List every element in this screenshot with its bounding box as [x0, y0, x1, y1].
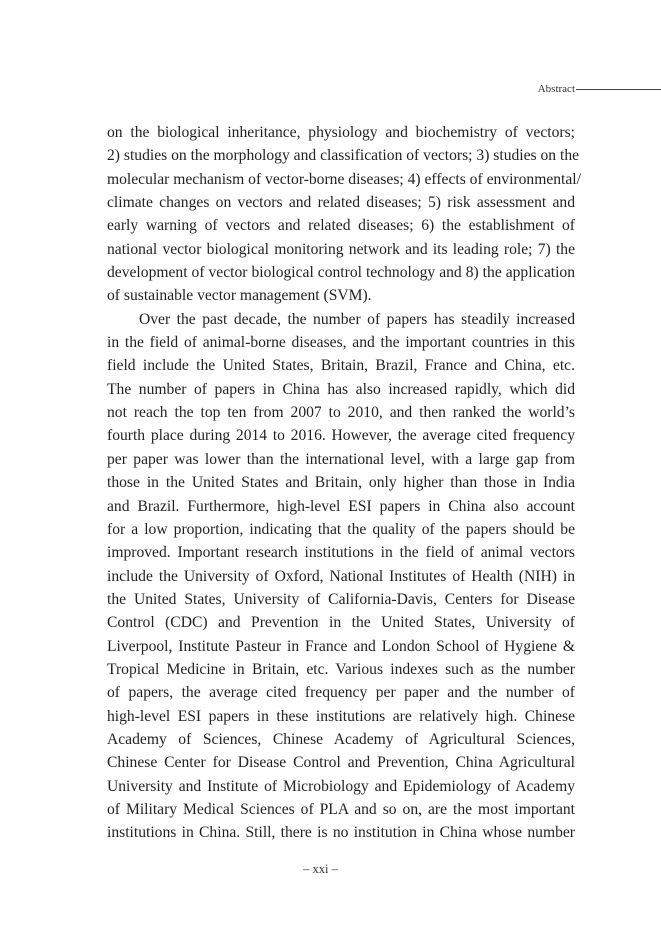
text-line: and Brazil. Furthermore, high-level ESI papers in China also account	[107, 497, 575, 515]
text-line: Control (CDC) and Prevention in the United States, University of	[107, 614, 575, 632]
text-line: the United States, University of California-Davis, Centers for Disease	[107, 590, 575, 608]
paragraph-2	[107, 308, 575, 845]
text-line: national vector biological monitoring network and its leading role; 7) the	[107, 240, 575, 258]
text-line: of sustainable vector management (SVM).	[107, 287, 372, 305]
text-line: The number of papers in China has also increased rapidly, which did	[107, 380, 575, 398]
text-line: University and Institute of Microbiology and Epidemiology of Academy	[107, 777, 575, 795]
text-line: Over the past decade, the number of papers has steadily increased	[139, 310, 575, 328]
text-line: of papers, the average cited frequency per paper and the number of	[107, 684, 575, 702]
text-line: early warning of vectors and related diseases; 6) the establishment of	[107, 217, 575, 235]
text-line: Academy of Sciences, Chinese Academy of Agricultural Sciences,	[107, 730, 575, 748]
page-number: – xxi –	[303, 862, 338, 876]
text-line: in the field of animal-borne diseases, and the important countries in this	[107, 334, 575, 352]
text-line: climate changes on vectors and related diseases; 5) risk assessment and	[107, 194, 575, 212]
text-line: for a low proportion, indicating that the quality of the papers should be	[107, 520, 575, 538]
text-line: 2) studies on the morphology and classification of vectors; 3) studies on the	[107, 147, 580, 165]
text-line: Liverpool, Institute Pasteur in France and London School of Hygiene &	[107, 637, 575, 655]
text-line: fourth place during 2014 to 2016. However, the average cited frequency	[107, 427, 575, 445]
text-line: Chinese Center for Disease Control and Prevention, China Agricultural	[107, 754, 575, 772]
text-line: of Military Medical Sciences of PLA and so on, are the most important	[107, 800, 575, 818]
text-line: development of vector biological control technology and 8) the application	[107, 264, 575, 282]
abstract-body	[107, 121, 581, 845]
text-line: molecular mechanism of vector-borne diseases; 4) effects of environmental/	[107, 170, 581, 188]
text-line: those in the United States and Britain, only higher than those in India	[107, 474, 575, 492]
text-line: institutions in China. Still, there is no institution in China whose number	[107, 824, 575, 842]
text-line: include the University of Oxford, National Institutes of Health (NIH) in	[107, 567, 575, 585]
text-line: Tropical Medicine in Britain, etc. Various indexes such as the number	[107, 660, 575, 678]
running-header	[0, 82, 661, 96]
section-label: Abstract	[537, 83, 575, 95]
text-line: field include the United States, Britain, Brazil, France and China, etc.	[107, 357, 575, 375]
text-line: high-level ESI papers in these institutions are relatively high. Chinese	[107, 707, 575, 725]
text-line: improved. Important research institutions in the field of animal vectors	[107, 544, 575, 562]
text-line: on the biological inheritance, physiology and biochemistry of vectors;	[107, 124, 575, 141]
paragraph-1	[107, 121, 581, 308]
text-line: not reach the top ten from 2007 to 2010, and then ranked the world’s	[107, 404, 575, 422]
header-rule	[576, 89, 661, 90]
text-line: per paper was lower than the international level, with a large gap from	[107, 450, 575, 468]
